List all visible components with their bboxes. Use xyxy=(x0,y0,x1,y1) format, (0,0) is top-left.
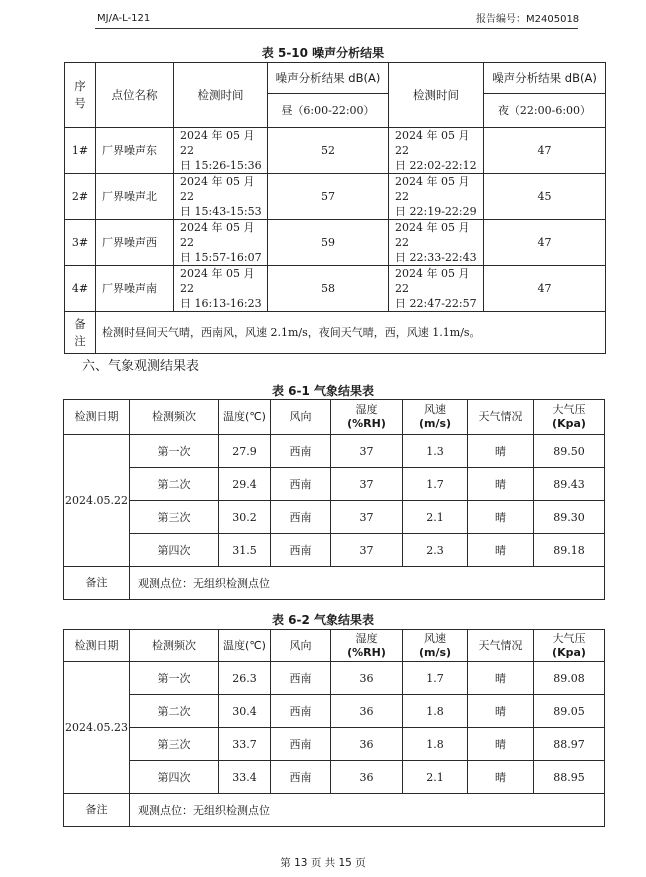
header-condition: 天气情况 xyxy=(468,400,534,435)
note-label: 备注 xyxy=(64,567,130,600)
humidity: 37 xyxy=(331,468,403,501)
header-day-result: 噪声分析结果 dB(A) xyxy=(268,63,389,94)
pressure: 88.97 xyxy=(534,728,605,761)
night-time: 2024 年 05 月 22 日 22:02-22:12 xyxy=(389,128,484,174)
table-row xyxy=(64,761,605,794)
humidity: 36 xyxy=(331,728,403,761)
date-cell: 2024.05.23 xyxy=(64,662,130,794)
pressure: 89.43 xyxy=(534,468,605,501)
wind-dir: 西南 xyxy=(271,695,331,728)
header-time-day: 检测时间 xyxy=(174,63,268,128)
wind-speed: 1.8 xyxy=(403,728,468,761)
header-wind-dir: 风向 xyxy=(271,400,331,435)
table-row xyxy=(64,662,605,695)
humidity: 36 xyxy=(331,662,403,695)
header-temp: 温度(℃) xyxy=(219,400,271,435)
freq: 第一次 xyxy=(130,662,219,695)
condition: 晴 xyxy=(468,662,534,695)
header-rule xyxy=(95,28,578,29)
pressure: 89.18 xyxy=(534,534,605,567)
header-freq: 检测频次 xyxy=(130,400,219,435)
wind-speed: 2.1 xyxy=(403,761,468,794)
table-row xyxy=(65,128,606,174)
header-seq: 序号 xyxy=(65,63,96,128)
seq: 4# xyxy=(65,266,96,312)
freq: 第一次 xyxy=(130,435,219,468)
condition: 晴 xyxy=(468,761,534,794)
header-time-night: 检测时间 xyxy=(389,63,484,128)
header-temp: 温度(℃) xyxy=(219,630,271,662)
temp: 30.2 xyxy=(219,501,271,534)
freq: 第三次 xyxy=(130,501,219,534)
wind-dir: 西南 xyxy=(271,662,331,695)
page-footer: 第 13 页 共 15 页 xyxy=(280,857,366,869)
day-value: 57 xyxy=(268,174,389,220)
table-row xyxy=(64,534,605,567)
weather-table-0523 xyxy=(63,629,605,827)
seq: 1# xyxy=(65,128,96,174)
wind-dir: 西南 xyxy=(271,534,331,567)
seq: 2# xyxy=(65,174,96,220)
header-wind-speed: 风速 (m/s) xyxy=(403,630,468,662)
report-number: 报告编号：M2405018 xyxy=(476,14,580,25)
table-6-1-caption: 表 6-1 气象结果表 xyxy=(271,384,375,398)
pressure: 89.30 xyxy=(534,501,605,534)
night-time: 2024 年 05 月 22 日 22:47-22:57 xyxy=(389,266,484,312)
condition: 晴 xyxy=(468,501,534,534)
pressure: 89.05 xyxy=(534,695,605,728)
freq: 第四次 xyxy=(130,534,219,567)
section-title: 六、气象观测结果表 xyxy=(82,359,200,374)
note-row xyxy=(64,567,605,600)
table-5-10-caption: 表 5-10 噪声分析结果 xyxy=(261,46,385,60)
night-value: 47 xyxy=(484,266,606,312)
humidity: 37 xyxy=(331,435,403,468)
night-value: 45 xyxy=(484,174,606,220)
note-row xyxy=(64,794,605,827)
table-row xyxy=(65,266,606,312)
header-condition: 天气情况 xyxy=(468,630,534,662)
header-date: 检测日期 xyxy=(64,630,130,662)
header-point: 点位名称 xyxy=(96,63,174,128)
humidity: 36 xyxy=(331,761,403,794)
humidity: 36 xyxy=(331,695,403,728)
night-value: 47 xyxy=(484,220,606,266)
freq: 第四次 xyxy=(130,761,219,794)
weather-table-0522 xyxy=(63,399,605,600)
condition: 晴 xyxy=(468,728,534,761)
humidity: 37 xyxy=(331,501,403,534)
note-row xyxy=(65,312,606,354)
header-pressure: 大气压 (Kpa) xyxy=(534,630,605,662)
header-humidity: 湿度 (%RH) xyxy=(331,630,403,662)
wind-speed: 2.3 xyxy=(403,534,468,567)
note-label: 备注 xyxy=(64,794,130,827)
point-name: 厂界噪声南 xyxy=(96,266,174,312)
temp: 26.3 xyxy=(219,662,271,695)
wind-speed: 1.8 xyxy=(403,695,468,728)
day-value: 58 xyxy=(268,266,389,312)
day-time: 2024 年 05 月 22 日 15:57-16:07 xyxy=(174,220,268,266)
temp: 31.5 xyxy=(219,534,271,567)
condition: 晴 xyxy=(468,695,534,728)
day-value: 59 xyxy=(268,220,389,266)
header-wind-speed: 风速 (m/s) xyxy=(403,400,468,435)
wind-speed: 1.7 xyxy=(403,662,468,695)
header-humidity: 湿度 (%RH) xyxy=(331,400,403,435)
wind-speed: 2.1 xyxy=(403,501,468,534)
freq: 第三次 xyxy=(130,728,219,761)
freq: 第二次 xyxy=(130,468,219,501)
note-text: 检测时昼间天气晴，西南风，风速 2.1m/s，夜间天气晴，西，风速 1.1m/s。 xyxy=(96,312,606,354)
table-row xyxy=(65,220,606,266)
table-row xyxy=(64,728,605,761)
wind-speed: 1.7 xyxy=(403,468,468,501)
humidity: 37 xyxy=(331,534,403,567)
wind-dir: 西南 xyxy=(271,435,331,468)
header-pressure: 大气压 (Kpa) xyxy=(534,400,605,435)
header-date: 检测日期 xyxy=(64,400,130,435)
wind-dir: 西南 xyxy=(271,468,331,501)
table-row xyxy=(65,174,606,220)
condition: 晴 xyxy=(468,468,534,501)
header-day-period: 昼（6:00-22:00） xyxy=(268,94,389,128)
point-name: 厂界噪声东 xyxy=(96,128,174,174)
table-row xyxy=(64,435,605,468)
table-row xyxy=(64,501,605,534)
date-cell: 2024.05.22 xyxy=(64,435,130,567)
wind-dir: 西南 xyxy=(271,728,331,761)
temp: 30.4 xyxy=(219,695,271,728)
note-label: 备 注 xyxy=(65,312,96,354)
condition: 晴 xyxy=(468,534,534,567)
table-row xyxy=(64,468,605,501)
temp: 33.4 xyxy=(219,761,271,794)
day-time: 2024 年 05 月 22 日 16:13-16:23 xyxy=(174,266,268,312)
noise-results-table xyxy=(64,62,606,354)
table-row xyxy=(64,695,605,728)
day-time: 2024 年 05 月 22 日 15:26-15:36 xyxy=(174,128,268,174)
point-name: 厂界噪声西 xyxy=(96,220,174,266)
wind-speed: 1.3 xyxy=(403,435,468,468)
temp: 27.9 xyxy=(219,435,271,468)
night-value: 47 xyxy=(484,128,606,174)
night-time: 2024 年 05 月 22 日 22:33-22:43 xyxy=(389,220,484,266)
freq: 第二次 xyxy=(130,695,219,728)
doc-code: MJ/A-L-121 xyxy=(97,13,151,24)
point-name: 厂界噪声北 xyxy=(96,174,174,220)
condition: 晴 xyxy=(468,435,534,468)
header-night-result: 噪声分析结果 dB(A) xyxy=(484,63,606,94)
header-night-period: 夜（22:00-6:00） xyxy=(484,94,606,128)
wind-dir: 西南 xyxy=(271,501,331,534)
page-header xyxy=(0,6,646,30)
day-value: 52 xyxy=(268,128,389,174)
pressure: 89.50 xyxy=(534,435,605,468)
header-freq: 检测频次 xyxy=(130,630,219,662)
note-text: 观测点位：无组织检测点位 xyxy=(130,567,605,600)
temp: 33.7 xyxy=(219,728,271,761)
note-text: 观测点位：无组织检测点位 xyxy=(130,794,605,827)
header-wind-dir: 风向 xyxy=(271,630,331,662)
temp: 29.4 xyxy=(219,468,271,501)
wind-dir: 西南 xyxy=(271,761,331,794)
pressure: 88.95 xyxy=(534,761,605,794)
seq: 3# xyxy=(65,220,96,266)
day-time: 2024 年 05 月 22 日 15:43-15:53 xyxy=(174,174,268,220)
pressure: 89.08 xyxy=(534,662,605,695)
night-time: 2024 年 05 月 22 日 22:19-22:29 xyxy=(389,174,484,220)
table-6-2-caption: 表 6-2 气象结果表 xyxy=(271,613,375,627)
